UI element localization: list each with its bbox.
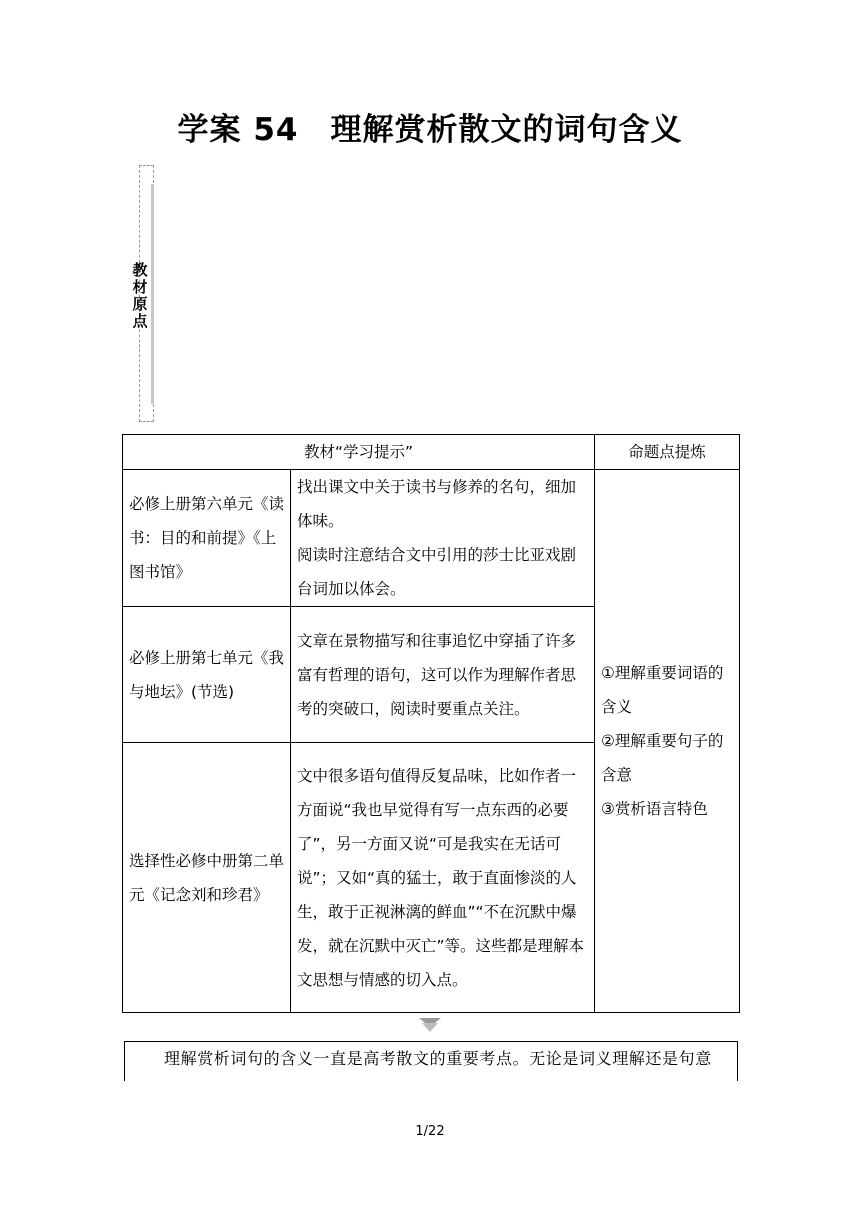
document-title: 学案 54 理解赏析散文的词句含义: [177, 112, 683, 148]
table-header-points: 命题点提炼: [595, 435, 740, 470]
table-header-row: [123, 435, 740, 470]
intro-text: 理解赏析词句的含义一直是高考散文的重要考点。无论是词义理解还是句意: [164, 1049, 712, 1068]
row-source: 必修上册第六单元《读书：目的和前提》《上图书馆》: [123, 470, 291, 607]
point-item: ③赏析语言特色: [601, 800, 708, 818]
row-hint-text: 找出课文中关于读书与修养的名句，细加体味。: [297, 478, 577, 530]
row-hint: 文章在景物描写和往事追忆中穿插了许多富有哲理的语句，这可以作为理解作者思考的突破口，阅读时要重点关注。: [291, 607, 595, 743]
row-hint: [291, 470, 595, 607]
row-source: 必修上册第七单元《我与地坛》(节选): [123, 607, 291, 743]
row-hint: 文中很多语句值得反复品味，比如作者一方面说“我也早觉得有写一点东西的必要了”，另一方面又说“可是我实在无话可说”；又如“真的猛士，敢于直面惨淡的人生，敢于正视淋漓的鲜血”“不在沉默中爆发，就在沉默中灭亡”等。这些都是理解本文思想与情感的切入点。: [291, 743, 595, 1013]
table-header-hints: 教材“学习提示”: [123, 435, 595, 470]
row-source: 选择性必修中册第二单元《记念刘和珍君》: [123, 743, 291, 1013]
points-cell: [595, 470, 740, 1013]
textbook-table: [122, 434, 740, 1013]
page-number: 1/22: [415, 1124, 445, 1139]
point-item: ①理解重要词语的含义: [601, 664, 724, 716]
side-tag-bar: [151, 184, 154, 404]
row-hint-text-2: 阅读时注意结合文中引用的莎士比亚戏剧台词加以体会。: [297, 546, 577, 598]
point-item: ②理解重要句子的含意: [601, 732, 724, 784]
chevron-down-icon: [419, 1018, 441, 1034]
table-row: [123, 470, 740, 607]
side-tag-label: 教材原点: [132, 261, 148, 330]
